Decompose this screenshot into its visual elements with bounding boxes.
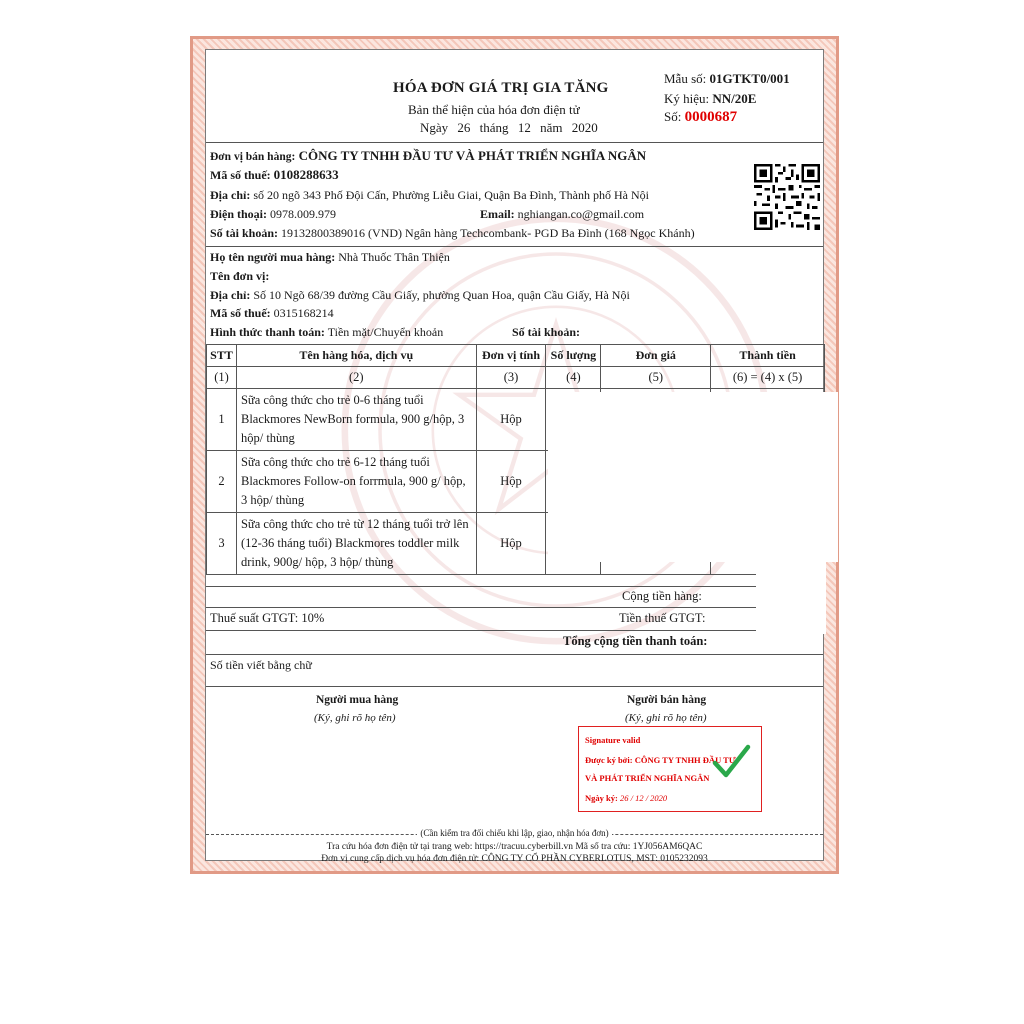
vat-amount-label: Tiền thuế GTGT: — [619, 611, 706, 625]
vat-rate-row — [210, 611, 324, 626]
row-stt: 3 — [207, 513, 237, 575]
subtotal-label: Cộng tiền hàng: — [622, 589, 702, 603]
form-value: 01GTKT0/001 — [709, 71, 790, 86]
buyer-name-label: Họ tên người mua hàng: — [210, 250, 336, 264]
row-product-name: Sữa công thức cho trẻ 6-12 tháng tuổi Blackmores Follow-on forrmula, 900 g/ hộp, 3 hộp/ thùng — [236, 451, 476, 513]
seller-account-label: Số tài khoản: — [210, 226, 279, 240]
total-label: Tổng cộng tiền thanh toán: — [563, 634, 708, 648]
date-day: 26 — [457, 120, 471, 135]
seller-address-row — [210, 188, 649, 203]
col-header-stt: STT — [207, 345, 237, 367]
index-cell: (5) — [601, 367, 711, 389]
divider — [206, 686, 823, 687]
row-unit: Hộp — [476, 389, 546, 451]
index-cell: (3) — [476, 367, 546, 389]
index-cell: (6) = (4) x (5) — [711, 367, 825, 389]
sign-date: 26 / 12 / 2020 — [619, 793, 668, 803]
redaction-mask — [756, 562, 826, 634]
buyer-tax-label: Mã số thuế: — [210, 306, 271, 320]
form-label: Mẫu số: — [664, 71, 707, 86]
redaction-mask — [548, 392, 838, 562]
provider-line: Đơn vị cung cấp dịch vụ hóa đơn điện tử: CÔNG TY CỔ PHẦN CYBERLOTUS, MST: 0105232093 — [321, 854, 708, 864]
date-year-label: năm — [540, 120, 563, 135]
signature-valid-text: Signature valid — [585, 735, 641, 745]
seller-address-label: Địa chỉ: — [210, 188, 251, 202]
date-month: 12 — [517, 120, 531, 135]
seller-address: số 20 ngõ 343 Phố Đội Cấn, Phường Liễu Giai, Quận Ba Đình, Thành phố Hà Nội — [253, 188, 649, 202]
buyer-address-row — [210, 288, 630, 303]
seller-tax: 0108288633 — [273, 167, 339, 182]
seller-tax-row — [210, 167, 339, 183]
vat-rate-label: Thuế suất GTGT: — [210, 611, 299, 625]
number-value: 0000687 — [684, 109, 738, 125]
buyer-payment-label: Hình thức thanh toán: — [210, 325, 325, 339]
col-header-price: Đơn giá — [601, 345, 711, 367]
buyer-tax-row — [210, 306, 334, 321]
row-product-name: Sữa công thức cho trẻ 0-6 tháng tuổi Blackmores NewBorn formula, 900 g/hộp, 3 hộp/ thùng — [236, 389, 476, 451]
symbol-label: Ký hiệu: — [664, 91, 710, 106]
table-header-row — [207, 345, 825, 367]
buyer-name-row — [210, 250, 450, 265]
seller-account-row — [210, 226, 695, 241]
col-header-unit: Đơn vị tính — [476, 345, 546, 367]
check-note — [206, 828, 823, 838]
seller-phone: 0978.009.979 — [270, 207, 336, 221]
index-cell: (1) — [207, 367, 237, 389]
col-header-amount: Thành tiền — [711, 345, 825, 367]
seller-sign-title: Người bán hàng — [627, 694, 707, 706]
seller-email-row — [480, 207, 644, 222]
index-cell: (2) — [236, 367, 476, 389]
buyer-address: Số 10 Ngõ 68/39 đường Cầu Giấy, phường Quan Hoa, quận Cầu Giấy, Hà Nội — [253, 288, 630, 302]
divider — [206, 654, 823, 655]
invoice-number — [664, 109, 737, 126]
digital-signature-box[interactable] — [578, 726, 762, 812]
seller-name-label: Đơn vị bán hàng: — [210, 151, 296, 163]
divider — [206, 607, 823, 608]
col-header-qty: Số lượng — [546, 345, 601, 367]
row-stt: 1 — [207, 389, 237, 451]
divider — [206, 142, 823, 143]
date-year: 2020 — [571, 120, 598, 135]
checkmark-icon — [711, 743, 751, 783]
seller-name: CÔNG TY TNHH ĐẦU TƯ VÀ PHÁT TRIỂN NGHĨA NGÂN — [298, 148, 647, 163]
buyer-payment: Tiền mặt/Chuyển khoản — [327, 325, 444, 339]
signed-by-line1: CÔNG TY TNHH ĐẦU TƯ — [634, 755, 736, 765]
invoice-subtitle: Bản thể hiện của hóa đơn điện tử — [408, 102, 580, 117]
buyer-account-row — [512, 325, 580, 340]
invoice-symbol — [664, 91, 756, 107]
seller-tax-label: Mã số thuế: — [210, 168, 271, 182]
divider — [206, 586, 823, 587]
qr-code[interactable] — [754, 164, 820, 230]
vat-rate: 10% — [301, 611, 325, 625]
seller-email[interactable]: nghiangan.co@gmail.com — [517, 207, 645, 221]
buyer-unit-label: Tên đơn vị: — [210, 269, 270, 283]
buyer-sign-note: (Ký, ghi rõ họ tên) — [314, 712, 396, 724]
seller-phone-row — [210, 207, 336, 222]
seller-email-label: Email: — [480, 207, 515, 221]
sign-date-label: Ngày ký: — [585, 793, 618, 803]
divider — [206, 246, 823, 247]
buyer-tax: 0315168214 — [273, 306, 334, 320]
index-cell: (4) — [546, 367, 601, 389]
buyer-unit-row — [210, 269, 269, 284]
buyer-name: Nhà Thuốc Thân Thiện — [338, 250, 450, 264]
row-unit: Hộp — [476, 513, 546, 575]
table-index-row — [207, 367, 825, 389]
buyer-address-label: Địa chỉ: — [210, 288, 251, 302]
seller-sign-note: (Ký, ghi rõ họ tên) — [625, 712, 707, 724]
buyer-payment-row — [210, 325, 443, 340]
invoice-title: HÓA ĐƠN GIÁ TRỊ GIA TĂNG — [393, 80, 609, 96]
number-label: Số: — [664, 109, 682, 124]
form-number — [664, 71, 790, 87]
buyer-sign-title: Người mua hàng — [316, 694, 399, 706]
lookup-line: Tra cứu hóa đơn điện tử tại trang web: https://tracuu.cyberbill.vn Mã số tra cứu: 1YJ056AM6QAC — [326, 842, 703, 852]
seller-name-row — [210, 148, 646, 164]
row-product-name: Sữa công thức cho trẻ từ 12 tháng tuổi trở lên (12-36 tháng tuổi) Blackmores toddler milk drink, 900g/ hộp, 3 hộp/ thùng — [236, 513, 476, 575]
symbol-value: NN/20E — [712, 91, 757, 106]
invoice-date — [420, 120, 604, 136]
row-unit: Hộp — [476, 451, 546, 513]
row-stt: 2 — [207, 451, 237, 513]
seller-account: 19132800389016 (VND) Ngân hàng Techcombank- PGD Ba Đình (168 Ngọc Khánh) — [281, 226, 695, 240]
divider — [206, 630, 823, 631]
signed-by-line2: VÀ PHÁT TRIỂN NGHĨA NGÂN — [585, 773, 710, 783]
amount-in-words-label: Số tiền viết bằng chữ — [210, 658, 312, 672]
date-day-label: Ngày — [420, 120, 449, 135]
sign-date-row — [585, 793, 667, 803]
date-month-label: tháng — [479, 120, 509, 135]
check-note-text: (Cần kiểm tra đối chiếu khi lập, giao, nhận hóa đơn) — [417, 828, 611, 838]
seller-phone-label: Điện thoại: — [210, 207, 267, 221]
col-header-name: Tên hàng hóa, dịch vụ — [236, 345, 476, 367]
signed-by-label: Được ký bởi: — [585, 755, 633, 765]
buyer-account-label: Số tài khoản: — [512, 325, 581, 339]
